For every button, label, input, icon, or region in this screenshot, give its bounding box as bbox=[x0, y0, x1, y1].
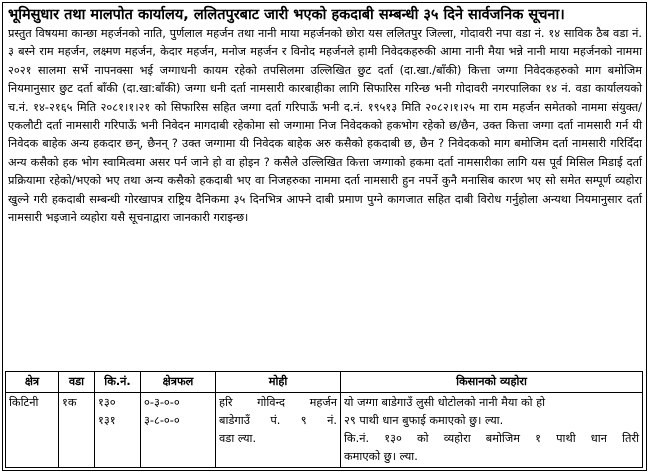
table-header-row bbox=[6, 372, 643, 393]
notice-body: प्रस्तुत विषयमा कान्छा महर्जनको नाति, पुर्णलाल महर्जन तथा नानी माया महर्जनको छोरा यस ललितपुर जिल्ला, गोदावरी नपा वडा नं. १४ साविक ठैब वडा नं. ३ बस्ने राम महर्जन, लक्ष्मण महर्जन, केदार महर्जन, मनोज महर्जन र विनोद महर्जनले हामी निवेदकहरुकी आमा नानी मैया भन्ने नानी माया महर्जनको नाममा २०२१ सालमा सर्भे नापनक्सा भई जग्गाधनी कायम रहेको तपसिलमा उल्लिखित छुट दर्ता (दा.खा./बाँकी) कित्ता जग्गा निवेदकहरुको माग बमोजिम नियमानुसार छुट दर्ता बाँकी (दा.खा:बाँकी) जग्गा धनी दर्ता नामसारी कारबाहीका लागि सिफारिस गरिन्छ भनी गोदावरी नगरपालिका १४ नं. वडा कार्यालयको च.नं. १४-२१६५ मिति २०८१।१।२१ को सिफारिस सहित जग्गा दर्ता गरिपाऊँ भनी द.नं. १९५१३ मिति २०८२।१।२५ मा राम महर्जन समेतको नाममा संयुक्त/एकलौटी दर्ता नामसारी गरिपाऊँ भनी निवेदन मागदाबी रहेकोमा सो जग्गामा निज निवेदकको हकभोग रहेको छ/छैन, उक्त कित्ता जग्गा दर्ता नामसारी गर्न यी निवेदक बाहेक अन्य हकदार छन्, छैनन् ? उक्त जग्गामा यी निवेदक बाहेक अरु कसैको हकदाबी छ, छैन ? निवेदकको माग बमोजिम दर्ता नामसारी गरिदिँदा अन्य कसैको हक भोग स्वामित्वमा असर पर्न जाने हो वा होइन ? कसैले उल्लिखित कित्ता जग्गाको हकमा दर्ता नामसारीका लागि यस पूर्व मिसिल मिडाई दर्ता प्रक्रियामा रहेको/भएको भए तथा अन्य कसैको हकदाबी भए वा निजहरुका नाममा दर्ता नामसारी हुन नपर्ने कुनै मनासिब कारण भए सो समेत सम्पूर्ण व्यहोरा खुल्ने गरी हकदाबी सम्बन्धी गोरखापत्र राष्ट्रिय दैनिकमा ३५ दिनभित्र आफ्ने दाबी प्रमाण पुग्ने कागजात सहित दाबी विरोध गर्नुहोला अन्यथा नियमानुसार दर्ता नामसारी भइजाने व्यहोरा यसै सूचनाद्वारा जानकारी गराइन्छ। bbox=[8, 27, 642, 225]
farmer-line-4: कमाएको छु। ल्या. bbox=[344, 450, 418, 463]
kitta-value-1: १३० bbox=[98, 396, 116, 409]
size-value-1: ०-३-०-० bbox=[144, 396, 180, 409]
farmer-line-3: कि.नं. १३० को व्यहोरा बमोजिम १ पाथी धान तिरी bbox=[344, 432, 639, 445]
mohi-line-1: हरि गोविन्द महर्जन bbox=[219, 396, 337, 409]
mohi-line-2: बाडेगाउँ पं. ९ नं. bbox=[219, 414, 337, 427]
cell-mohi bbox=[216, 393, 341, 468]
header-ward: वडा bbox=[59, 372, 95, 393]
header-kitta: कि.नं. bbox=[95, 372, 141, 393]
area-value: किटिनी bbox=[9, 396, 39, 409]
ward-value: १क bbox=[62, 396, 77, 409]
farmer-line-1: यो जग्गा बाडेगाउँ लुसी धोटोलको नानी मैया को हो bbox=[344, 396, 546, 409]
table-row bbox=[6, 393, 643, 468]
farmer-line-2: २९ पाथी धान बुफाई कमाएको छु। ल्या. bbox=[344, 414, 504, 427]
header-mohi: मोही bbox=[216, 372, 341, 393]
kitta-value-2: १३१ bbox=[98, 414, 116, 427]
land-details-table bbox=[5, 371, 643, 468]
header-farmer: किसानको व्यहोरा bbox=[341, 372, 643, 393]
notice-title: भूमिसुधार तथा मालपोत कार्यालय, ललितपुरबाट जारी भएको हकदाबी सम्बन्धी ३५ दिने सार्वजनिक सूचना। bbox=[8, 7, 565, 23]
cell-size bbox=[141, 393, 216, 468]
size-value-2: ३-८-०-० bbox=[144, 414, 180, 427]
header-area: क्षेत्र bbox=[6, 372, 59, 393]
cell-ward bbox=[59, 393, 95, 468]
cell-area bbox=[6, 393, 59, 468]
mohi-line-3: वडा ल्या. bbox=[219, 432, 257, 445]
cell-farmer bbox=[341, 393, 643, 468]
public-notice bbox=[2, 2, 647, 471]
header-size: क्षेत्रफल bbox=[141, 372, 216, 393]
cell-kitta bbox=[95, 393, 141, 468]
